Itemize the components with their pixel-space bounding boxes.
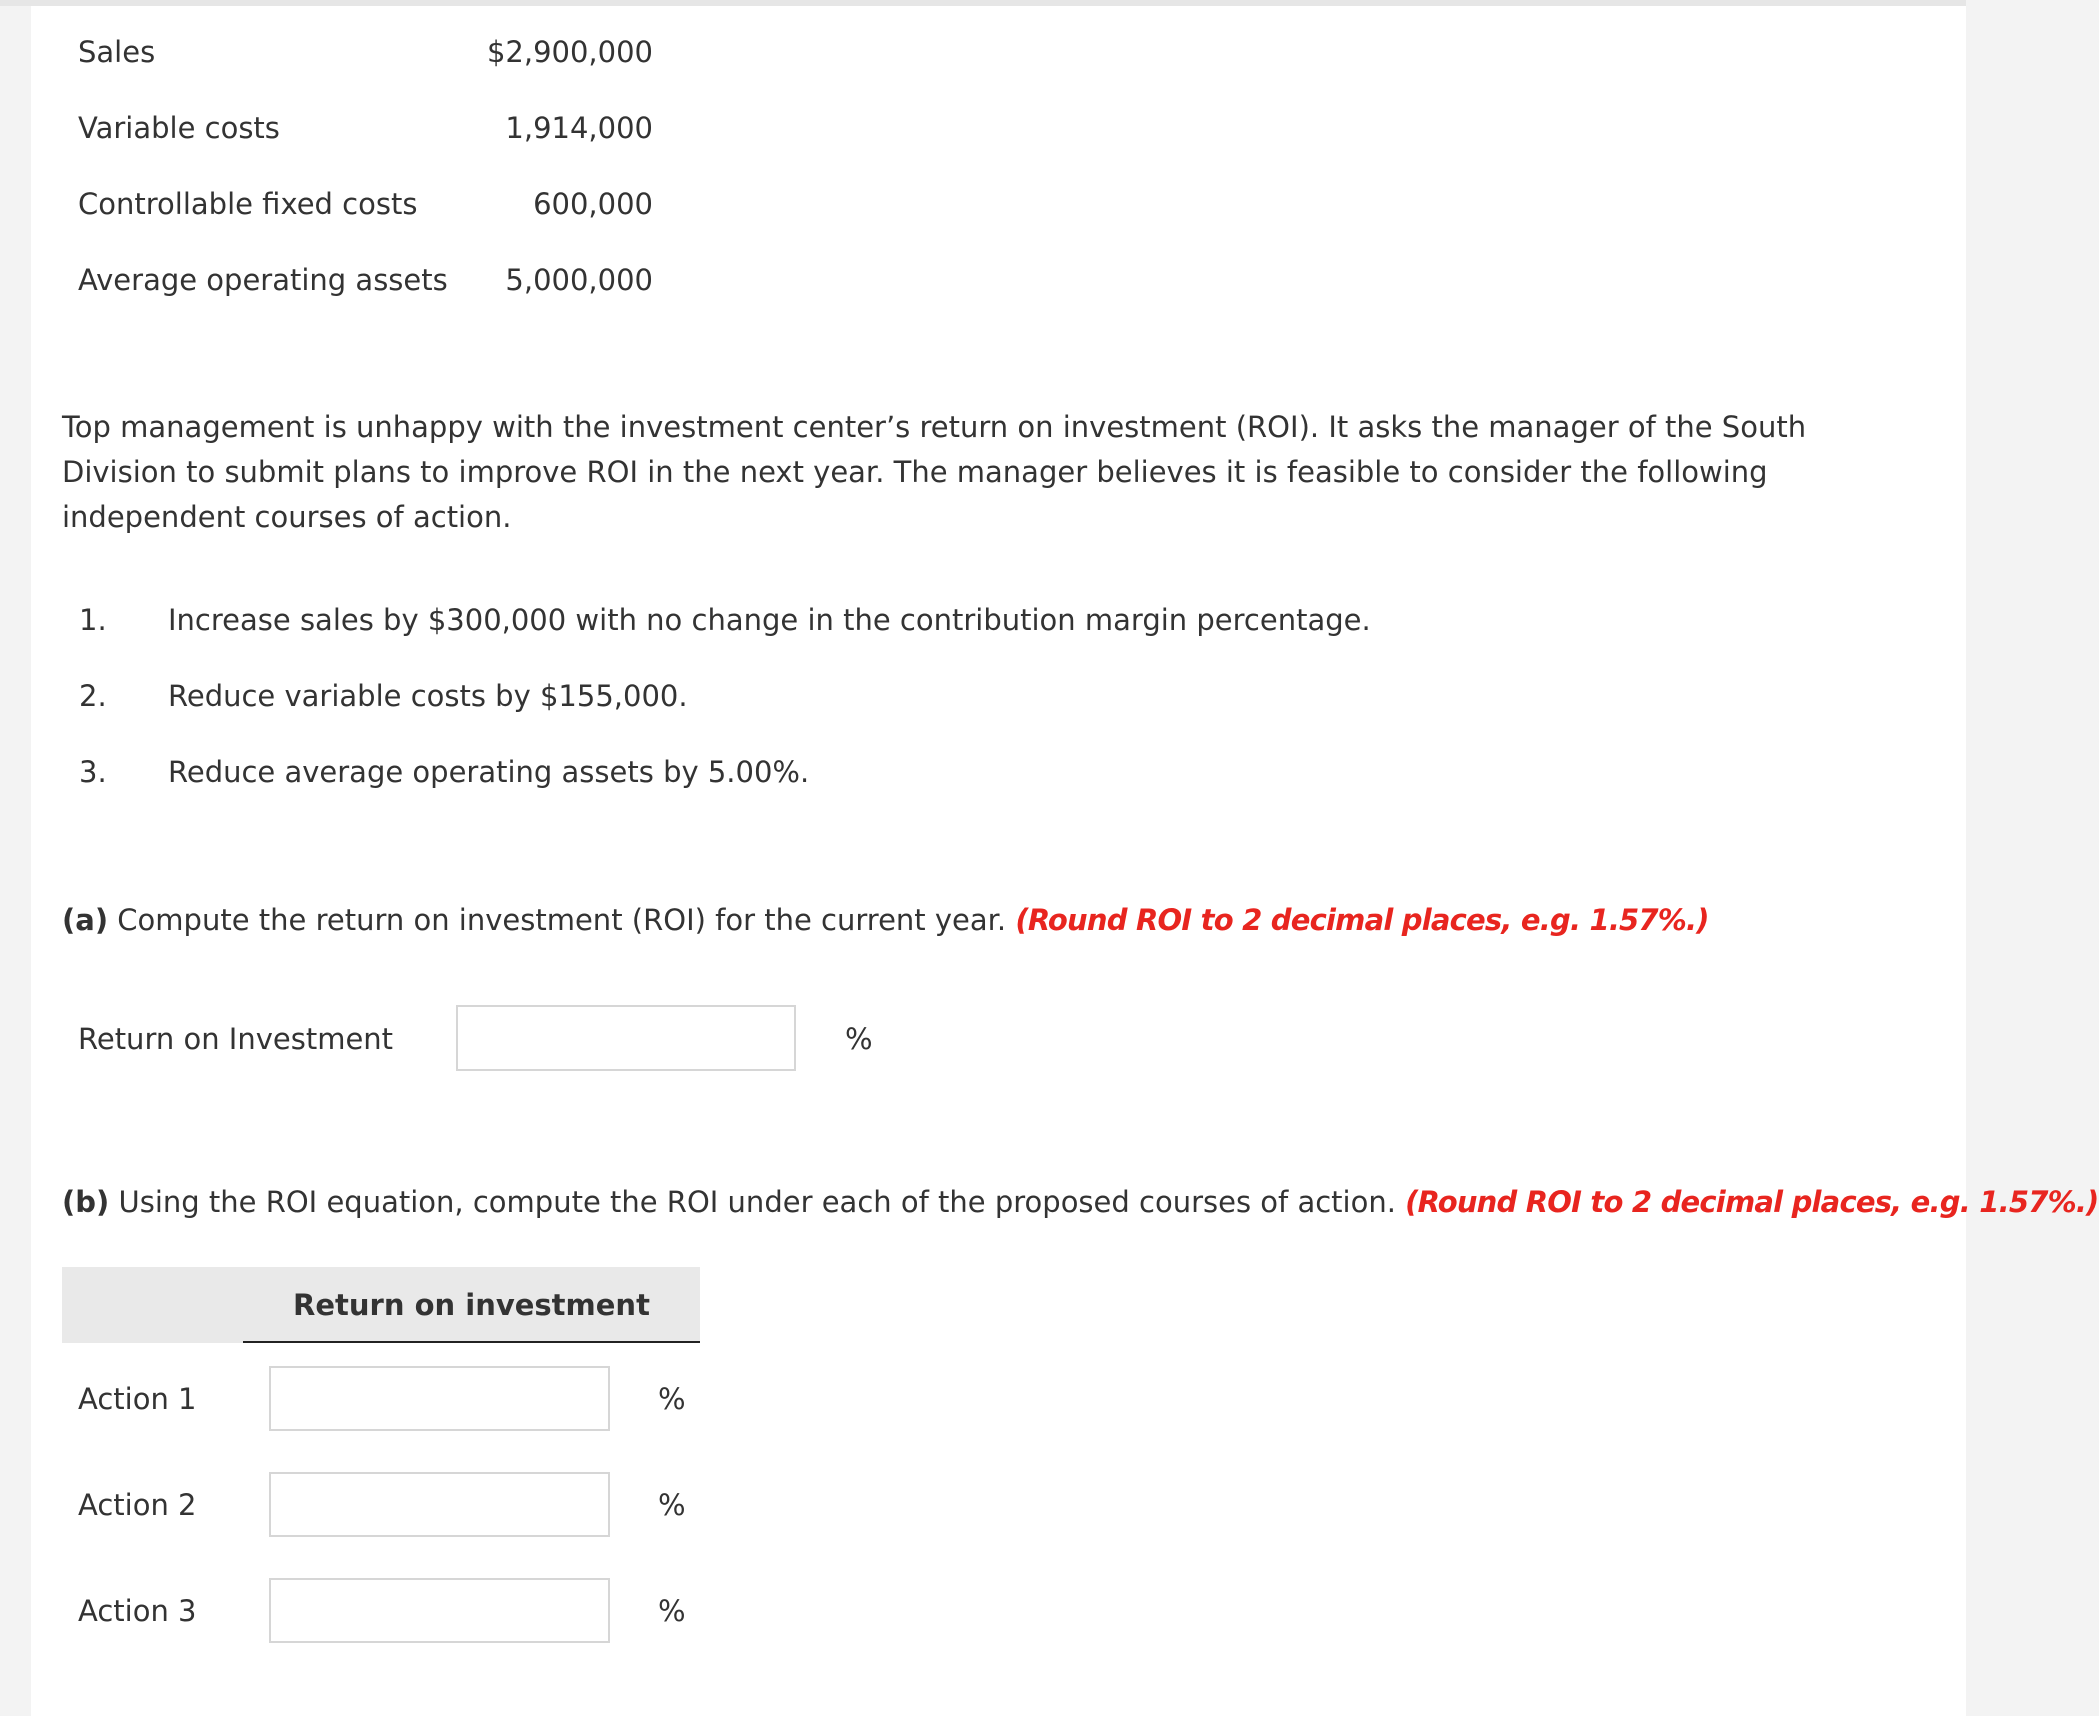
action-3-percent-unit: % — [658, 1594, 686, 1628]
financial-value-variable-costs: 1,914,000 — [505, 111, 653, 145]
part-a-hint: (Round ROI to 2 decimal places, e.g. 1.57%.) — [1015, 903, 1709, 937]
action-3-label: Action 3 — [78, 1594, 197, 1628]
financial-label-average-operating-assets: Average operating assets — [78, 263, 448, 297]
action-3-roi-input[interactable] — [269, 1578, 610, 1643]
action-2-percent-unit: % — [658, 1488, 686, 1522]
part-a-label: (a) — [62, 903, 109, 937]
action-number-2: 2. — [79, 679, 107, 713]
action-2-label: Action 2 — [78, 1488, 197, 1522]
action-1-roi-input[interactable] — [269, 1366, 610, 1431]
roi-current-year-input[interactable] — [456, 1005, 796, 1071]
financial-label-variable-costs: Variable costs — [78, 111, 280, 145]
part-a-percent-unit: % — [845, 1022, 873, 1056]
action-number-3: 3. — [79, 755, 107, 789]
financial-value-controllable-fixed-costs: 600,000 — [533, 187, 653, 221]
roi-header-underline — [243, 1341, 700, 1343]
part-a-question — [62, 902, 1709, 938]
financial-label-controllable-fixed-costs: Controllable fixed costs — [78, 187, 418, 221]
part-b-question — [62, 1184, 2099, 1220]
financial-value-sales: $2,900,000 — [486, 35, 653, 69]
action-2-roi-input[interactable] — [269, 1472, 610, 1537]
part-a-question-text: Compute the return on investment (ROI) for the current year. — [108, 903, 1016, 937]
action-1-label: Action 1 — [78, 1382, 197, 1416]
part-b-hint: (Round ROI to 2 decimal places, e.g. 1.57%.) — [1405, 1185, 2099, 1219]
action-text-2: Reduce variable costs by $155,000. — [168, 679, 688, 713]
intro-paragraph: Top management is unhappy with the investment center’s return on investment (ROI). It asks the manager of the South Division to submit plans to improve ROI in the next year. The manager believes it is feasible to consider the following independent courses of action. — [62, 410, 1807, 534]
action-text-1: Increase sales by $300,000 with no change in the contribution margin percentage. — [168, 603, 1371, 637]
financial-label-sales: Sales — [78, 35, 156, 69]
action-1-percent-unit: % — [658, 1382, 686, 1416]
action-number-1: 1. — [79, 603, 107, 637]
roi-column-header: Return on investment — [293, 1288, 650, 1322]
financial-value-average-operating-assets: 5,000,000 — [505, 263, 653, 297]
action-text-3: Reduce average operating assets by 5.00%. — [168, 755, 810, 789]
part-b-label: (b) — [62, 1185, 110, 1219]
part-a-row-label: Return on Investment — [78, 1022, 394, 1056]
part-b-question-text: Using the ROI equation, compute the ROI under each of the proposed courses of action. — [109, 1185, 1406, 1219]
